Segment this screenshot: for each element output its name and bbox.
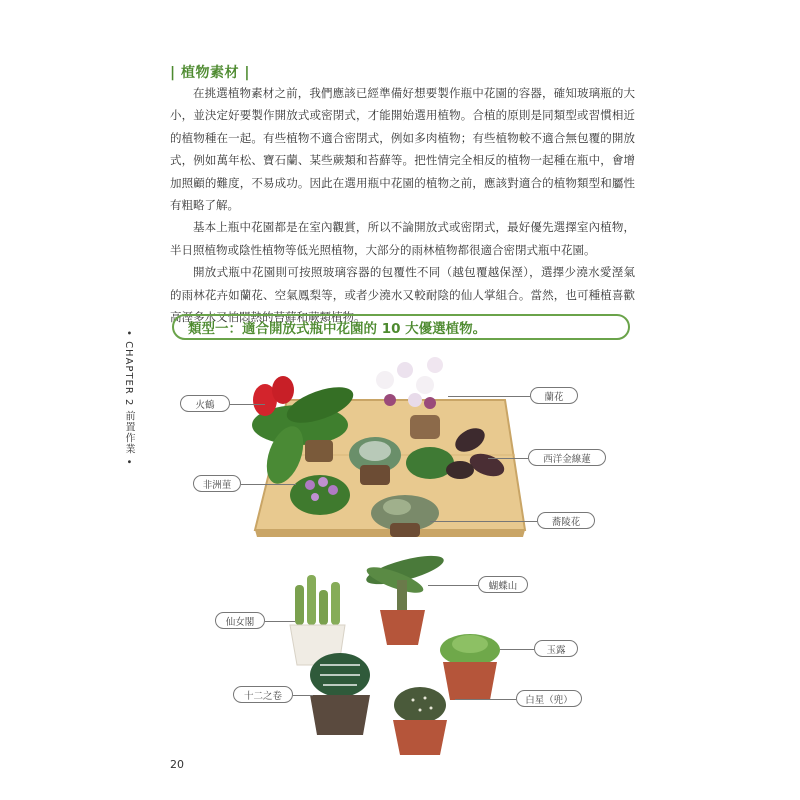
- tray-plants-photo: [225, 345, 535, 540]
- leader-line: [265, 621, 295, 622]
- leader-line: [500, 649, 534, 650]
- plant-label-fairy-castle: 仙女閣: [215, 612, 265, 629]
- type-banner-text: 類型一：適合開放式瓶中花園的 10 大優選植物。: [188, 321, 487, 337]
- plant-label-anthurium: 火鶴: [180, 395, 230, 412]
- chapter-side-label: • CHAPTER 2 前置作業 •: [123, 330, 134, 466]
- leader-line: [428, 585, 478, 586]
- plant-label-haworthia-zebra: 十二之卷: [233, 686, 293, 703]
- page-number: 20: [170, 758, 184, 771]
- paragraph: 開放式瓶中花園則可按照玻璃容器的包覆性不同（越包覆越保溼），選擇少澆水愛溼氣的雨林花卉如蘭花、空氣鳳梨等，或者少澆水又較耐陰的仙人掌組合。當然，也可種植喜歡高溼多水又怕悶熱的苔蘚和蕨類植物。: [170, 265, 635, 325]
- leader-line: [448, 396, 530, 397]
- plant-label-astrophytum: 白星（兜）: [516, 690, 582, 707]
- paragraph: 基本上瓶中花園都是在室內觀賞，所以不論開放式或密閉式，最好優先選擇室內植物，半日照植物或陰性植物等低光照植物，大部分的雨林植物都很適合密閉式瓶中花園。: [170, 220, 635, 257]
- paragraph: 在挑選植物素材之前，我們應該已經準備好想要製作瓶中花園的容器，確知玻璃瓶的大小，並決定好要製作開放式或密閉式，才能開始選用植物。合植的原則是同類型或習慣相近的植物種在一起。有些植物不適合密閉式，例如多肉植物；有些植物較不適合無包覆的開放式，例如萬年松、寶石蘭、某些蕨類和苔蘚等。把性情完全相反的植物一起種在瓶中，會增加照顧的難度，不易成功。因此在選用瓶中花園的植物之前，應該對適合的植物類型和屬性有粗略了解。: [170, 86, 635, 213]
- body-text: [170, 82, 635, 328]
- leader-line: [488, 458, 528, 459]
- leader-line: [430, 521, 537, 522]
- plant-label-orchid: 蘭花: [530, 387, 578, 404]
- leader-line: [230, 404, 265, 405]
- succulents-photo: [275, 540, 515, 760]
- section-title: | 植物素材 |: [170, 65, 250, 81]
- leader-line: [241, 484, 296, 485]
- leader-line: [455, 699, 516, 700]
- plant-label-begonia: 蕎陵花: [537, 512, 595, 529]
- type-banner: [172, 314, 630, 340]
- plant-label-euphorbia: 蝴蝶山: [478, 576, 528, 593]
- plant-label-african-violet: 非洲菫: [193, 475, 241, 492]
- plant-label-haworthia-jade: 玉露: [534, 640, 578, 657]
- leader-line: [293, 695, 313, 696]
- plant-label-jewel-orchid: 西洋金線蓮: [528, 449, 606, 466]
